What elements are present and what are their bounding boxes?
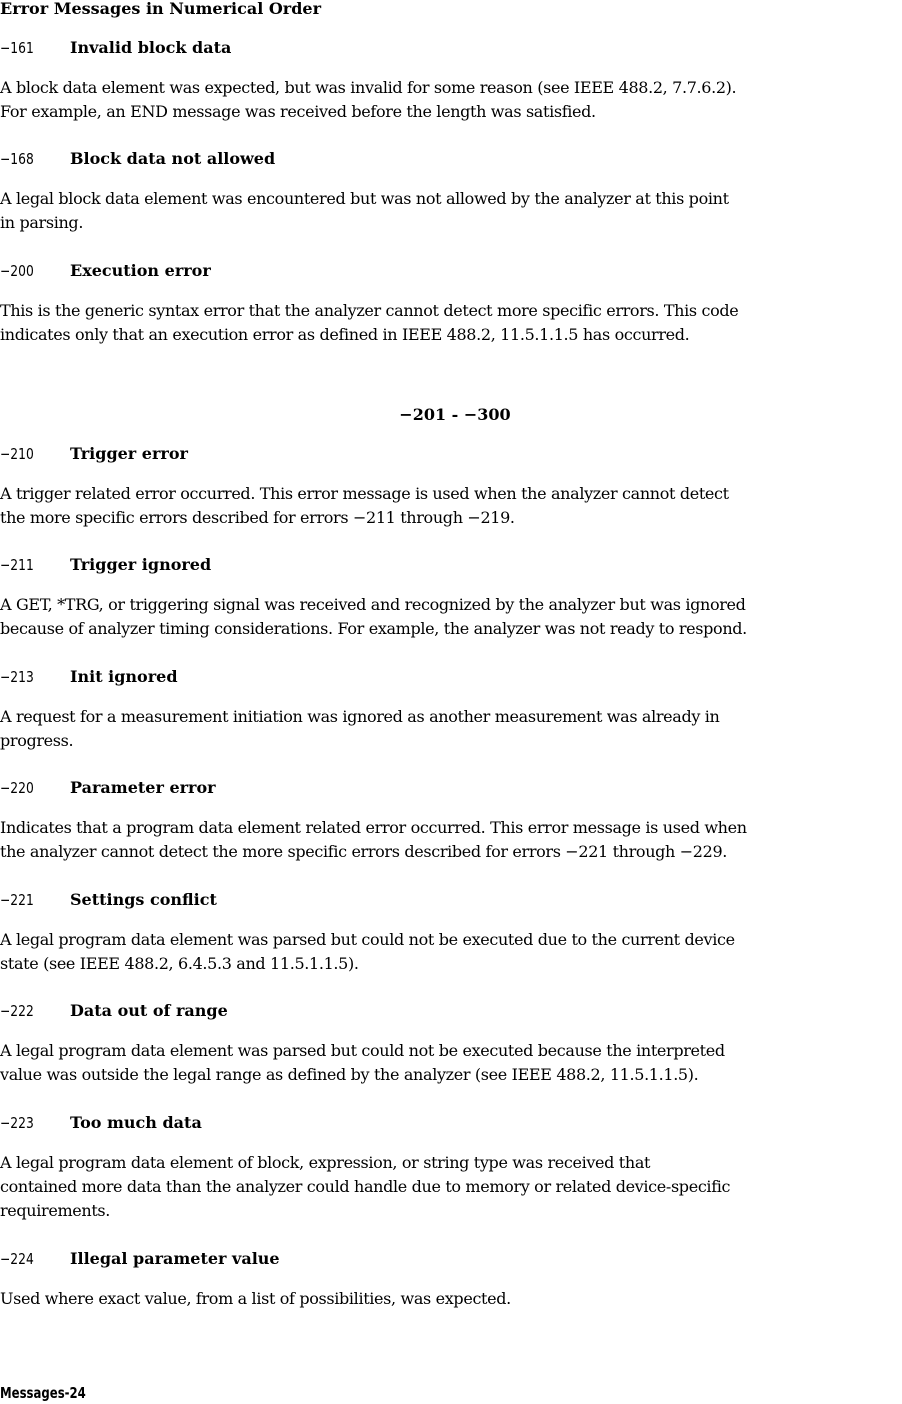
error-code: −224 [0,1250,34,1268]
description-line: value was outside the legal range as defined by the analyzer (see IEEE 488.2, 11.5.1.1.5). [0,1065,699,1084]
error-title: Init ignored [70,667,178,686]
description-line: state (see IEEE 488.2, 6.4.5.3 and 11.5.1.1.5). [0,954,359,973]
error-code: −222 [0,1002,34,1020]
error-title: Settings conflict [70,890,217,909]
description-line: A block data element was expected, but was invalid for some reason (see IEEE 488.2, 7.7.6.2). [0,78,737,97]
error-title: Data out of range [70,1001,228,1020]
description-line: A GET, *TRG, or triggering signal was received and recognized by the analyzer but was ignored [0,595,746,614]
error-description [0,1151,902,1223]
description-line: Used where exact value, from a list of possibilities, was expected. [0,1289,511,1308]
error-title: Invalid block data [70,38,232,57]
error-description [0,928,902,976]
error-code: −200 [0,262,34,280]
error-description [0,299,902,347]
description-line: A trigger related error occurred. This error message is used when the analyzer cannot detect [0,484,729,503]
description-line: requirements. [0,1201,111,1220]
description-line: the more specific errors described for errors −211 through −219. [0,508,515,527]
error-code: −221 [0,891,34,909]
description-line: indicates only that an execution error as defined in IEEE 488.2, 11.5.1.1.5 has occurred. [0,325,690,344]
error-description [0,1039,902,1087]
error-title: Execution error [70,261,211,280]
error-description [0,76,902,124]
section-heading: −201 - −300 [399,405,511,424]
error-title: Trigger error [70,444,188,463]
error-title: Trigger ignored [70,555,212,574]
description-line: A legal program data element of block, expression, or string type was received that [0,1153,651,1172]
error-code: −211 [0,556,34,574]
description-line: A request for a measurement initiation was ignored as another measurement was already in [0,707,720,726]
error-description [0,816,902,864]
error-code: −213 [0,668,34,686]
description-line: Indicates that a program data element related error occurred. This error message is used when [0,818,747,837]
page-number: Messages-24 [0,1384,86,1402]
description-line: the analyzer cannot detect the more specific errors described for errors −221 through −229. [0,842,728,861]
error-code: −168 [0,150,34,168]
description-line: progress. [0,731,74,750]
error-description [0,187,902,235]
description-line: A legal program data element was parsed but could not be executed due to the current device [0,930,735,949]
description-line: because of analyzer timing considerations. For example, the analyzer was not ready to respond. [0,619,747,638]
error-code: −220 [0,779,34,797]
error-title: Block data not allowed [70,149,276,168]
error-code: −161 [0,39,34,57]
description-line: contained more data than the analyzer could handle due to memory or related device-specific [0,1177,731,1196]
error-description [0,593,902,641]
error-description [0,482,902,530]
page-title: Error Messages in Numerical Order [0,0,322,18]
description-line: For example, an END message was received before the length was satisfied. [0,102,596,121]
error-title: Parameter error [70,778,216,797]
error-title: Too much data [70,1113,202,1132]
error-code: −223 [0,1114,34,1132]
description-line: in parsing. [0,213,84,232]
error-description [0,1287,902,1311]
description-line: A legal block data element was encountered but was not allowed by the analyzer at this point [0,189,729,208]
error-code: −210 [0,445,34,463]
error-description [0,705,902,753]
description-line: A legal program data element was parsed but could not be executed because the interpreted [0,1041,725,1060]
description-line: This is the generic syntax error that the analyzer cannot detect more specific errors. This code [0,301,739,320]
error-title: Illegal parameter value [70,1249,280,1268]
